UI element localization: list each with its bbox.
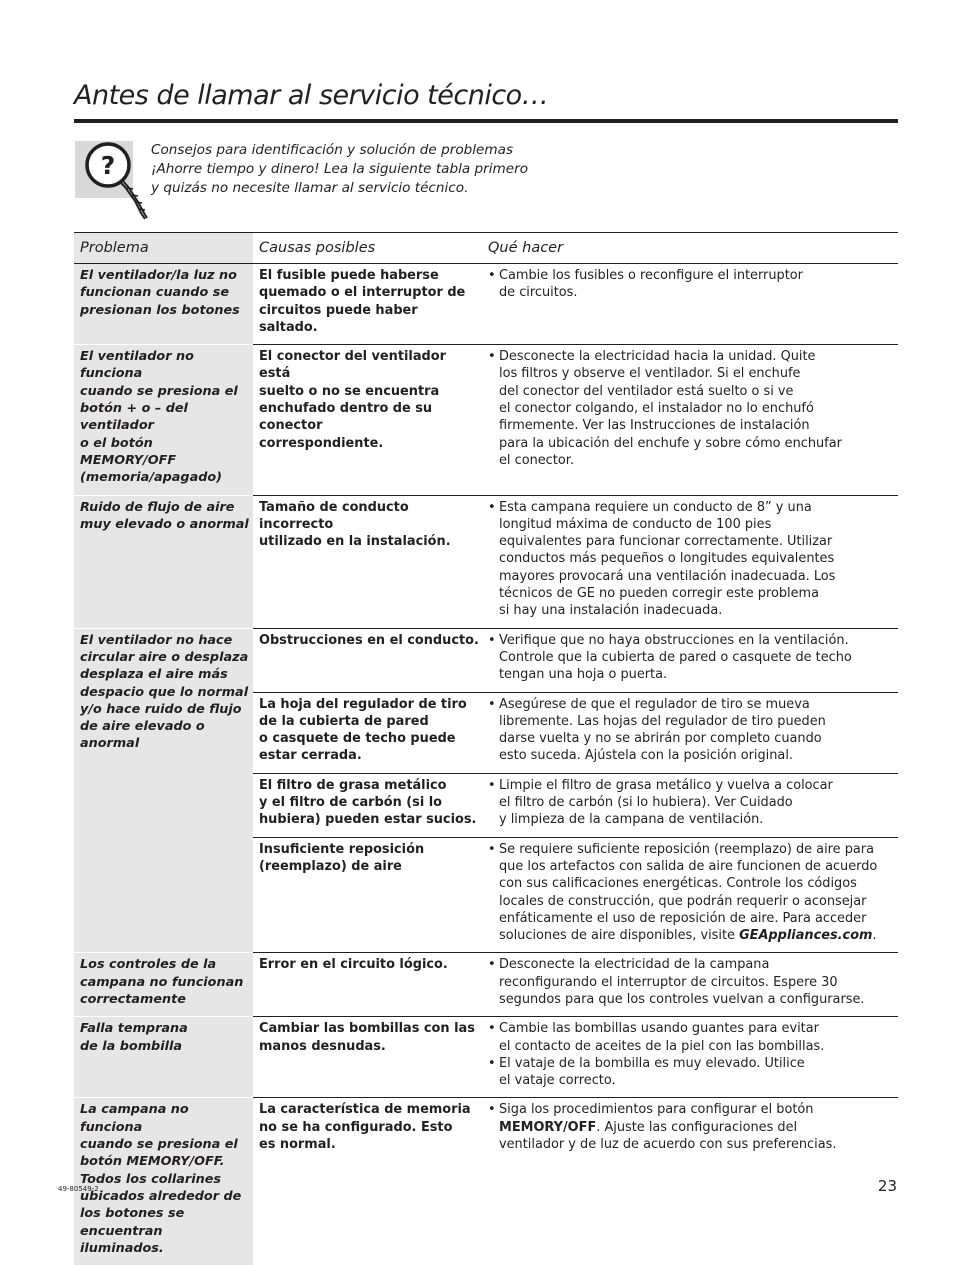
memory-off-label: MEMORY/OFF (499, 1119, 597, 1135)
cause-cell: Error en el circuito lógico. (253, 953, 482, 1017)
action-text: Asegúrese de que el regulador de tiro se mueva libremente. Las hojas del regulador de tiro pueden darse vuelta y no se abrirán por completo cuando esto suceda. Ajústela con la posición original. (499, 696, 826, 764)
cause-cell: Insuficiente reposición (reemplazo) de aire (253, 837, 482, 953)
action-cell: • Cambie los fusibles o reconfigure el interruptor de circuitos. (482, 264, 898, 345)
document-id: 49-80549-2 (58, 1185, 99, 1193)
action-text: Cambie los fusibles o reconfigure el interruptor de circuitos. (499, 268, 803, 301)
action-cell: • Desconecte la electricidad hacia la unidad. Quite los filtros y observe el ventilador. Si el enchufe del conector del ventilador está suelto o si ve el conector colgando, el instalador no lo enchufó firmemente. Ver las Instrucciones de instalación para la ubicación del enchufe y sobre cómo enchufar el conector. (482, 345, 898, 495)
action-cell: • Siga los procedimientos para configurar el botón MEMORY/OFF. Ajuste las configuraciones del ventilador y de luz de acuerdo con sus preferencias. (488, 1102, 837, 1153)
header-problem: Problema (74, 233, 253, 264)
problem-cell: El ventilador/la luz no funcionan cuando se presionan los botones (74, 264, 253, 345)
action-cell: • Limpie el filtro de grasa metálico y vuelva a colocar el filtro de carbón (si lo hubiera). Ver Cuidado y limpieza de la campana de ventilación. (482, 773, 898, 837)
action-cell: • Esta campana requiere un conducto de 8” y una longitud máxima de conducto de 100 pies equivalentes para funcionar correctamente. Utilizar conductos más pequeños o longitudes equivalentes mayores provocará una ventilación inadecuada. Los técnicos de GE no pueden corregir este problema si hay una instalación inadecuada. (482, 495, 898, 628)
header-action: Qué hacer (482, 233, 898, 264)
cause-cell: El filtro de grasa metálico y el filtro de carbón (si lo hubiera) pueden estar sucios. (253, 773, 482, 837)
table-header-row (74, 233, 898, 264)
action-cell: • Desconecte la electricidad de la campana reconfigurando el interruptor de circuitos. Espere 30 segundos para que los controles vuelvan a configurarse. (482, 953, 898, 1017)
website-link[interactable]: GEAppliances.com (739, 928, 873, 944)
cause-cell: Tamaño de conducto incorrecto utilizado en la instalación. (253, 495, 482, 628)
action-text: Desconecte la electricidad de la campana reconfigurando el interruptor de circuitos. Espere 30 segundos para que los controles vuelvan a configurarse. (499, 957, 865, 1007)
svg-text:?: ? (100, 151, 116, 180)
action-cell: • Verifique que no haya obstrucciones en la ventilación. Controle que la cubierta de pared o casquete de techo tengan una hoja o puerta. (482, 628, 898, 692)
action-text: Desconecte la electricidad hacia la unidad. Quite los filtros y observe el ventilador. Si el enchufe del conector del ventilador está suelto o si ve el conector colgando, el instalador no lo enchufó firmemente. Ver las Instrucciones de instalación para la ubicación del enchufe y sobre cómo enchufar el conector. (499, 349, 842, 468)
intro-line: ¡Ahorre tiempo y dinero! Lea la siguiente tabla primero (151, 161, 529, 177)
intro-text (151, 141, 528, 198)
problem-cell: Los controles de la campana no funcionan correctamente (74, 953, 253, 1017)
intro-line: Consejos para identificación y solución de problemas (151, 142, 514, 158)
table-row (74, 1098, 898, 1265)
troubleshooting-table (74, 232, 898, 1265)
cause-cell: El fusible puede haberse quemado o el interruptor de circuitos puede haber saltado. (253, 264, 482, 345)
table-row (74, 345, 898, 495)
action-text: Cambie las bombillas usando guantes para evitar el contacto de aceites de la piel con las bombillas. (499, 1021, 825, 1054)
problem-cell: Falla temprana de la bombilla (74, 1017, 253, 1098)
cause-cell: Cambiar las bombillas con las manos desnudas. (253, 1017, 482, 1098)
action-text: Limpie el filtro de grasa metálico y vuelva a colocar el filtro de carbón (si lo hubiera). Ver Cuidado y limpieza de la campana de ventilación. (499, 777, 833, 828)
action-text: . Ajuste las configuraciones del ventilador y de luz de acuerdo con sus preferencias. (499, 1119, 837, 1153)
action-text: El vataje de la bombilla es muy elevado. Utilice el vataje correcto. (499, 1055, 805, 1089)
question-mark-magnifier-icon (75, 141, 133, 198)
page-number: 23 (877, 1177, 897, 1195)
action-text: Siga los procedimientos para configurar el botón (499, 1102, 814, 1118)
page-title: Antes de llamar al servicio técnico… (74, 80, 549, 111)
table-row (74, 495, 898, 628)
cause-cell: Obstrucciones en el conducto. (253, 628, 482, 692)
problem-cell: Ruido de flujo de aire muy elevado o anormal (74, 495, 253, 628)
action-cell: • Cambie las bombillas usando guantes para evitar el contacto de aceites de la piel con las bombillas. • El vataje de la bombilla es muy elevado. Utilice el vataje correcto. (482, 1017, 898, 1098)
table-row (74, 628, 898, 692)
action-text: Verifique que no haya obstrucciones en la ventilación. Controle que la cubierta de pared o casquete de techo tengan una hoja o puerta. (499, 632, 852, 683)
action-text: Se requiere suficiente reposición (reemplazo) de aire para que los artefactos con salida de aire funcionen de acuerdo con sus calificaciones energéticas. Controle los códigos locales de construcción, que podrán requerir o aconsejar enfáticamente el uso de reposición de aire. Para acceder soluciones de aire disponibles, visite (499, 841, 878, 944)
problem-cell: El ventilador no funciona cuando se presiona el botón + o – del ventilador o el botón MEMORY/OFF (memoria/apagado) (74, 345, 253, 495)
action-text: Esta campana requiere un conducto de 8” y una longitud máxima de conducto de 100 pies equivalentes para funcionar correctamente. Utilizar conductos más pequeños o longitudes equivalentes mayores provocará una ventilación inadecuada. Los técnicos de GE no pueden corregir este problema si hay una instalación inadecuada. (499, 499, 836, 619)
action-cell: • Asegúrese de que el regulador de tiro se mueva libremente. Las hojas del regulador de tiro pueden darse vuelta y no se abrirán por completo cuando esto suceda. Ajústela con la posición original. (482, 692, 898, 773)
problem-cell: El ventilador no hace circular aire o desplaza desplaza el aire más despacio que lo normal y/o hace ruido de flujo de aire elevado o anormal (74, 628, 253, 953)
header-causes: Causas posibles (253, 233, 482, 264)
intro-line: y quizás no necesite llamar al servicio técnico. (151, 180, 469, 196)
link-suffix: . (872, 928, 877, 944)
cause-cell: El conector del ventilador está suelto o no se encuentra enchufado dentro de su conector correspondiente. (253, 345, 482, 495)
table-row (74, 1017, 898, 1098)
cause-cell: La hoja del regulador de tiro de la cubierta de pared o casquete de techo puede estar cerrada. (253, 692, 482, 773)
action-cell: • Se requiere suficiente reposición (reemplazo) de aire para que los artefactos con salida de aire funcionen de acuerdo con sus calificaciones energéticas. Controle los códigos locales de construcción, que podrán requerir o aconsejar enfáticamente el uso de reposición de aire. Para acceder soluciones de aire disponibles, visite GEAppliances.com. (482, 837, 898, 953)
problem-cell: La campana no funciona cuando se presiona el botón MEMORY/OFF. Todos los collarines ubicados alrededor de los botones se encuentran iluminados. (74, 1098, 253, 1265)
table-row (74, 953, 898, 1017)
cause-cell: La característica de memoria no se ha configurado. Esto es normal. (259, 1102, 471, 1153)
title-rule (74, 119, 898, 123)
table-row (74, 264, 898, 345)
